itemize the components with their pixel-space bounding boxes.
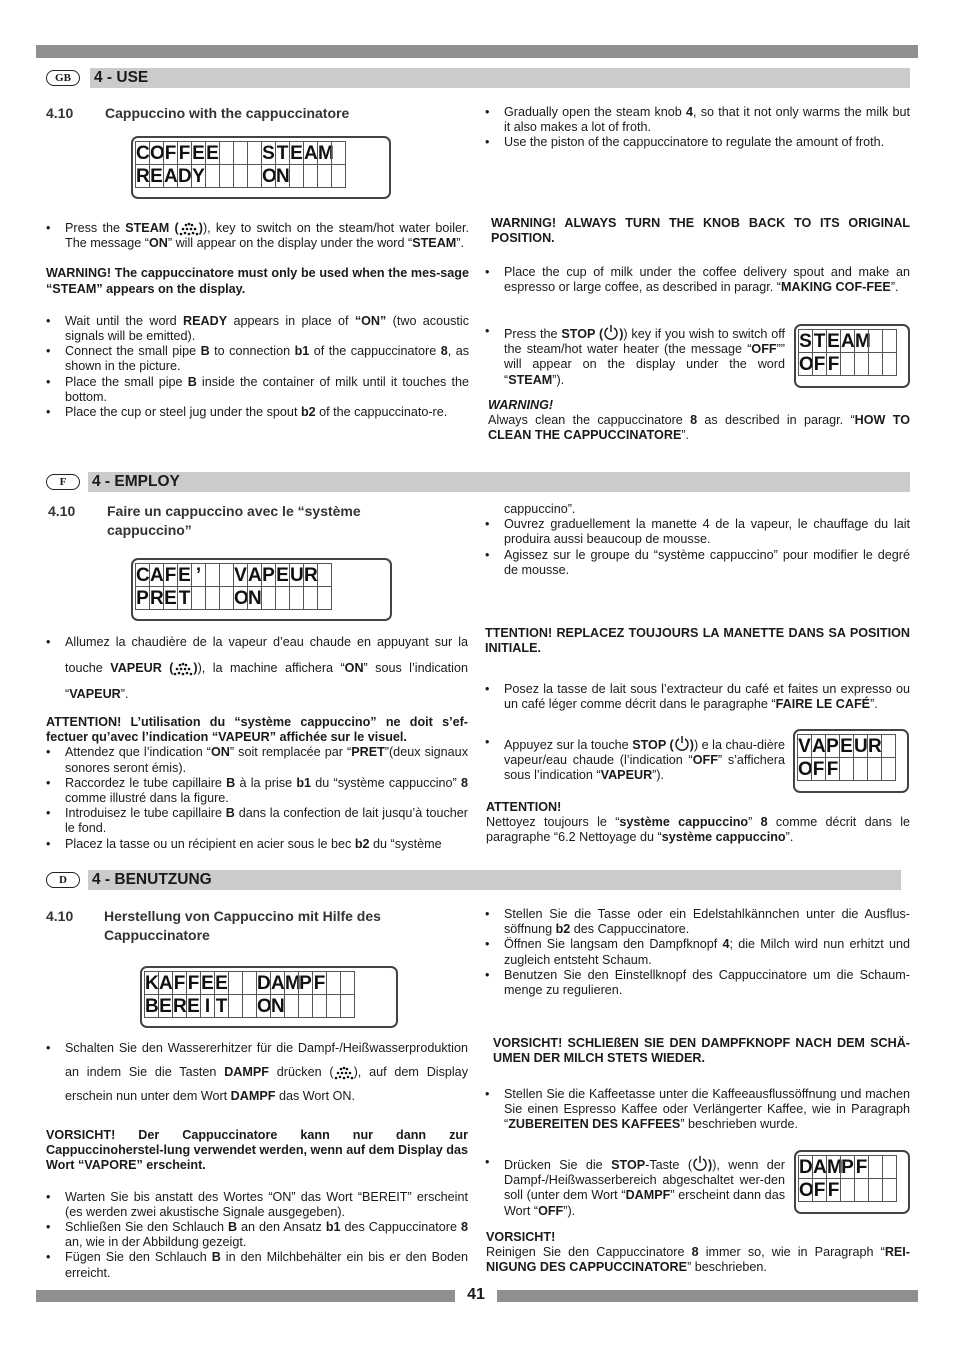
warning-text: ATTENTION! L’utilisation du “système cappuccino” ne doit s’ef-fectuer qu’avec l’indication “VAPEUR” affichée sur le visuel. [46, 715, 468, 745]
lcd-row [799, 352, 905, 375]
list-item: • Warten Sie bis anstatt des Wortes “ON” das Wort “BEREIT” erscheint (es werden zwei akustische Signale ausgegeben). [46, 1190, 468, 1220]
gb-right-column [485, 105, 910, 151]
lcd-cell [289, 586, 304, 610]
list-item: • Appuyez sur la touche STOP ( )) e la chau-dière vapeur/eau chaude (l’indication “OFF” s’affichera sous l’indication “VAPEUR”). [485, 735, 785, 784]
lcd-cell [326, 971, 341, 995]
lcd-row [798, 757, 904, 780]
lcd-cell [868, 1178, 883, 1202]
gb-right-bullets [485, 265, 910, 295]
lcd-cell [882, 352, 897, 376]
lcd-cell [312, 994, 327, 1018]
power-icon [603, 324, 619, 340]
list-item: • Placez la tasse ou un récipient en acier sous le bec b2 du “système [46, 837, 468, 852]
lcd-cell: F [813, 1180, 826, 1201]
lcd-cell: P [136, 588, 149, 609]
lcd-cell [261, 586, 276, 610]
lcd-cell [284, 994, 299, 1018]
lcd-cell: E [192, 143, 205, 164]
f-attention-label: ATTENTION! [486, 800, 562, 814]
lcd-cell: E [827, 331, 840, 352]
lcd-cell: D [799, 1157, 813, 1178]
lcd-cell: N [276, 166, 290, 187]
lcd-cell: F [173, 973, 186, 994]
lcd-cell: R [868, 736, 882, 757]
lcd-cell: E [164, 588, 177, 609]
subsection-number-gb: 4.10 [46, 105, 74, 121]
lcd-cell: D [257, 973, 271, 994]
lcd-cell [247, 164, 262, 188]
lcd-cell [882, 329, 897, 353]
lcd-cell: P [262, 565, 275, 586]
language-badge-f: F [46, 474, 80, 490]
lcd-cell: R [150, 588, 164, 609]
lcd-cell [868, 1155, 883, 1179]
lcd-cell: F [813, 354, 826, 375]
lcd-cell: F [187, 973, 200, 994]
lcd-cell: M [285, 973, 301, 994]
lcd-cell: D [178, 166, 192, 187]
lcd-display-d-dampf-off [794, 1150, 910, 1214]
section-header-bar-d [88, 870, 901, 890]
list-item: • Place the cup or steel jug under the spout b2 of the cappuccinato-re. [46, 405, 469, 420]
lcd-row [136, 563, 387, 586]
lcd-cell: E [290, 143, 303, 164]
lcd-display-gb-steam-off [794, 324, 910, 388]
lcd-cell: F [827, 1180, 840, 1201]
lcd-cell: F [164, 143, 177, 164]
lcd-cell [205, 563, 220, 587]
language-badge-d: D [46, 872, 80, 888]
lcd-cell [247, 141, 262, 165]
list-item: • Attendez que l’indication “ON” soit remplacée par “PRET”(deux signaux sonores seront émis). [46, 745, 468, 775]
lcd-cell: E [276, 565, 289, 586]
list-item: • Place the cup of milk under the coffee delivery spout and make an espresso or large coffee, as described in paragr. “MAKING COF-FEE”. [485, 265, 910, 295]
lcd-cell [868, 329, 883, 353]
lcd-cell: A [164, 166, 178, 187]
lcd-cell: O [799, 1180, 814, 1201]
lcd-cell: A [150, 565, 164, 586]
list-item: • Introduisez le tube capillaire B dans la confection de lait jusqu’à toucher le fond. [46, 806, 468, 836]
steam-icon [173, 662, 193, 676]
lcd-cell [289, 164, 304, 188]
lcd-cell: Y [192, 166, 205, 187]
list-item: • Use the piston of the cappuccinatore to regulate the amount of froth. [485, 135, 910, 150]
lcd-cell [191, 586, 206, 610]
lcd-cell [331, 141, 346, 165]
lcd-cell [219, 586, 234, 610]
lcd-cell [331, 164, 346, 188]
lcd-cell: M [855, 331, 871, 352]
lcd-cell: M [827, 1157, 843, 1178]
list-item: • Öffnen Sie langsam den Dampfknopf 4; die Milch wird nun erhitzt und zugleich entsteht Schaum. [485, 937, 910, 967]
lcd-cell [233, 141, 248, 165]
lcd-cell [881, 757, 896, 781]
lcd-cell: P [826, 736, 839, 757]
lcd-cell [840, 1178, 855, 1202]
lcd-cell [840, 352, 855, 376]
lcd-row [799, 1155, 905, 1178]
lcd-cell: F [313, 973, 326, 994]
lcd-cell: F [164, 565, 177, 586]
lcd-cell [275, 586, 290, 610]
lcd-cell: F [178, 143, 191, 164]
warning-text: WARNING! The cappuccinatore must only be used when the mes-sage “STEAM” appears on the display. [46, 266, 469, 296]
list-item: • Fügen Sie den Schlauch B in den Milchbehälter ein bis er den Boden erreicht. [46, 1250, 468, 1280]
section-header-bar-f [88, 472, 910, 492]
lcd-cell [317, 563, 332, 587]
footer-bar-left [36, 1290, 455, 1302]
lcd-cell: ’ [191, 563, 206, 587]
lcd-cell [853, 757, 868, 781]
subsection-title-gb: Cappuccino with the cappuccinatore [105, 105, 350, 121]
lcd-cell: U [854, 736, 868, 757]
lcd-cell [242, 971, 257, 995]
lcd-row [136, 141, 386, 164]
lcd-display-f-vapeur-off [793, 729, 909, 793]
lcd-cell [854, 352, 869, 376]
list-item: • Place the small pipe B inside the container of milk until it touches the bottom. [46, 375, 469, 405]
lcd-cell: E [840, 736, 853, 757]
list-item: • Stellen Sie die Tasse oder ein Edelstahlkännchen unter die Ausflus-söffnung b2 des Cappuccinatore. [485, 907, 910, 937]
section-header-bar-gb [90, 68, 910, 88]
list-item: • Press the STOP ( )) key if you wish to switch off the steam/hot water heater (the message “OFF”” will appear on the display under the word “STEAM”). [485, 324, 785, 388]
lcd-cell: R [136, 166, 150, 187]
steam-icon [179, 222, 199, 236]
f-right-column [485, 502, 910, 578]
lcd-cell: E [178, 565, 191, 586]
section-title-gb: 4 - USE [94, 69, 149, 86]
lcd-cell: A [159, 973, 173, 994]
lcd-row [798, 734, 904, 757]
lcd-cell: I [200, 994, 215, 1018]
lcd-cell [340, 994, 355, 1018]
lcd-cell: T [178, 588, 191, 609]
d-vorsicht-label: VORSICHT! [486, 1230, 556, 1244]
list-item: • Press the STEAM ( )), key to switch on the steam/hot water boiler. The message “ON” will appear on the display under the word “STEAM”. [46, 221, 469, 251]
lcd-cell [340, 971, 355, 995]
lcd-cell [298, 994, 313, 1018]
list-item: • Connect the small pipe B to connection b1 of the cappuccinatore 8, as shown in the picture. [46, 344, 469, 374]
lcd-cell: T [215, 996, 228, 1017]
lcd-cell: E [215, 973, 228, 994]
lcd-cell: R [173, 996, 187, 1017]
d-right-bullets [485, 1087, 910, 1133]
lcd-cell [882, 1155, 897, 1179]
lcd-cell: A [813, 1157, 827, 1178]
section-title-d: 4 - BENUTZUNG [92, 871, 212, 888]
lcd-cell: T [276, 143, 289, 164]
lcd-cell [854, 1178, 869, 1202]
gb-left-column [46, 221, 469, 420]
lcd-cell: N [248, 588, 262, 609]
gb-warning-label: WARNING! [488, 398, 554, 412]
lcd-cell [219, 141, 234, 165]
subsection-number-d: 4.10 [46, 908, 74, 924]
lcd-row [799, 329, 905, 352]
lcd-row [136, 586, 387, 609]
lcd-cell: A [812, 736, 826, 757]
lcd-row [136, 164, 386, 187]
list-item: • Schließen Sie den Schlauch B an den Ansatz b1 des Cappuccinatore 8 an, wie in der Abbildung gezeigt. [46, 1220, 468, 1250]
lcd-cell: O [150, 143, 165, 164]
lcd-cell: V [234, 565, 247, 586]
list-item: • Gradually open the steam knob 4, so that it not only warms the milk but it also makes a lot of froth. [485, 105, 910, 135]
lcd-cell: P [299, 973, 312, 994]
d-stop-bullet [485, 1155, 785, 1219]
lcd-cell: O [234, 588, 249, 609]
list-item: • Posez la tasse de lait sous l’extracteur du café et faites un expresso ou un café léger comme décrit dans le paragraphe “FAIRE LE CAFÉ”. [485, 682, 910, 712]
lcd-cell: A [248, 565, 262, 586]
lcd-cell [303, 586, 318, 610]
lcd-cell: T [813, 331, 826, 352]
subsection-title-d: Herstellung von Cappuccino mit Hilfe des Cappuccinatore [104, 908, 381, 943]
page-number: 41 [467, 1286, 485, 1303]
list-item: • Wait until the word READY appears in place of “ON” (two acoustic signals will be emitted). [46, 314, 469, 344]
lcd-cell: O [799, 354, 814, 375]
lcd-cell: O [262, 166, 277, 187]
lcd-cell: K [145, 973, 159, 994]
lcd-display-d-dampf-on [140, 966, 398, 1028]
warning-text: VORSICHT! Der Cappuccinatore kann nur dann zur Cappuccinoherstel-lung verwendet werden, wenn auf dem Display das Wort “VAPORE” erscheint. [46, 1128, 468, 1173]
lcd-cell [326, 994, 341, 1018]
lcd-cell: B [145, 996, 159, 1017]
lcd-cell [867, 757, 882, 781]
subsection-number-f: 4.10 [48, 503, 76, 519]
lcd-cell [868, 352, 883, 376]
gb-stop-bullet [485, 324, 785, 388]
lcd-row [145, 994, 393, 1017]
list-item: • Schalten Sie den Wassererhitzer für die Dampf-/Heißwasserproduktion an indem Sie die Tasten DAMPF drücken ( ), auf dem Display erschein nun unter dem Wort DAMPF das Wort ON. [46, 1036, 468, 1108]
lcd-cell: A [841, 331, 855, 352]
lcd-display-gb-steam-on [131, 136, 391, 199]
lcd-cell [205, 586, 220, 610]
list-item: • Allumez la chaudière de la vapeur d’eau chaude en appuyant sur la touche VAPEUR ( )), la machine affichera “ON” sous l’indication “VAPEUR”. [46, 629, 468, 707]
lcd-cell: V [798, 736, 811, 757]
continued-text: cappuccino”. [504, 502, 576, 516]
lcd-cell: M [318, 143, 334, 164]
lcd-cell: C [136, 143, 150, 164]
lcd-display-f-vapeur-on [131, 558, 392, 621]
list-item: • Agissez sur le groupe du “système cappuccino” pour modifier le degré de mousse. [485, 548, 910, 578]
d-left-column [46, 1036, 468, 1281]
lcd-cell: F [812, 759, 825, 780]
gb-warning-knob: WARNING! ALWAYS TURN THE KNOB BACK TO ITS ORIGINAL POSITION. [491, 216, 910, 246]
f-clean-text: Nettoyez toujours le “système cappuccino” 8 comme décrit dans le paragraphe “6.2 Nettoyage du “système cappuccino”. [486, 815, 911, 845]
lcd-cell [242, 994, 257, 1018]
lcd-cell: O [798, 759, 813, 780]
lcd-cell: F [826, 759, 839, 780]
lcd-cell: A [271, 973, 285, 994]
lcd-cell [303, 164, 318, 188]
lcd-row [145, 971, 393, 994]
lcd-cell: N [271, 996, 285, 1017]
list-item: • Benutzen Sie den Einstellknopf des Cappuccinatore um die Schaum-menge zu regulieren. [485, 968, 910, 998]
lcd-cell: O [257, 996, 272, 1017]
lcd-cell [233, 164, 248, 188]
d-warning-knob: VORSICHT! SCHLIEßEN SIE DEN DAMPFKNOPF NACH DEM SCHÄ-UMEN DER MILCH STETS WIEDER. [493, 1036, 910, 1066]
power-icon [692, 1155, 708, 1171]
lcd-cell [219, 563, 234, 587]
lcd-cell [317, 164, 332, 188]
lcd-cell: E [159, 996, 172, 1017]
d-clean-text: Reinigen Sie den Cappuccinatore 8 immer so, wie in Paragraph “REI-NIGUNG DES CAPPUCCINATORE” beschrieben. [486, 1245, 910, 1275]
lcd-cell: C [136, 565, 150, 586]
subsection-title-f: Faire un cappuccino avec le “système cappuccino” [107, 503, 361, 538]
lcd-cell [839, 757, 854, 781]
footer-bar-right [497, 1290, 918, 1302]
f-warning-knob: TTENTION! REPLACEZ TOUJOURS LA MANETTE DANS SA POSITION INITIALE. [485, 626, 910, 656]
power-icon [674, 735, 690, 751]
lcd-cell: P [841, 1157, 854, 1178]
section-title-f: 4 - EMPLOY [92, 473, 180, 490]
lcd-cell [205, 164, 220, 188]
lcd-row [799, 1178, 905, 1201]
language-badge-gb: GB [46, 70, 80, 86]
lcd-cell: S [799, 331, 812, 352]
top-decoration-bar [36, 45, 918, 58]
lcd-cell [881, 734, 896, 758]
f-left-column [46, 629, 468, 852]
lcd-cell: F [855, 1157, 868, 1178]
lcd-cell: E [187, 996, 200, 1017]
lcd-cell [228, 994, 243, 1018]
lcd-cell [882, 1178, 897, 1202]
f-right-bullets [485, 682, 910, 712]
list-item: • Stellen Sie die Kaffeetasse unter die Kaffeeausflussöffnung und machen Sie einen Espresso Kaffee oder Verlängerter Kaffee, wie in Paragraph “ZUBEREITEN DES KAFFEES” beschrieben wurde. [485, 1087, 910, 1133]
lcd-cell: R [304, 565, 318, 586]
lcd-cell: A [304, 143, 318, 164]
lcd-cell [219, 164, 234, 188]
lcd-cell: E [150, 166, 163, 187]
f-stop-bullet [485, 735, 785, 784]
gb-clean-text: Always clean the cappuccinatore 8 as described in paragr. “HOW TO CLEAN THE CAPPUCCINATORE”. [488, 413, 910, 443]
lcd-cell: U [290, 565, 304, 586]
steam-icon [334, 1066, 354, 1080]
list-item: • Raccordez le tube capillaire B à la prise b1 du “système cappuccino” 8 comme illustré dans la figure. [46, 776, 468, 806]
lcd-cell: E [206, 143, 219, 164]
list-item: • Drücken Sie die STOP-Taste ( )), wenn der Dampf-/Heißwasserbereich abgeschaltet wer-den soll (unter dem Wort “DAMPF” erscheint dann das Wort “OFF”). [485, 1155, 785, 1219]
d-right-column [485, 907, 910, 998]
lcd-cell: E [201, 973, 214, 994]
lcd-cell [228, 971, 243, 995]
lcd-cell [317, 586, 332, 610]
lcd-cell: F [827, 354, 840, 375]
lcd-cell: S [262, 143, 275, 164]
list-item: • Ouvrez graduellement la manette 4 de la vapeur, le chauffage du lait produira aussi beaucoup de mousse. [485, 517, 910, 547]
